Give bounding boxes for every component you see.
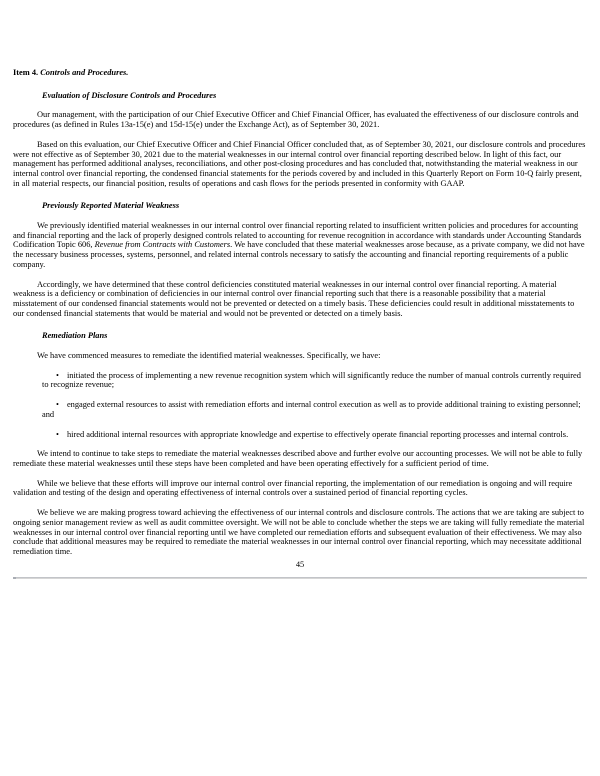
bullet-text: engaged external resources to assist with remediation efforts and internal control execution as well as to provide additional training to existing personnel; and xyxy=(42,400,581,419)
paragraph-evaluation: Our management, with the participation of our Chief Executive Officer and Chief Financial Officer, has evaluated the effectiveness of our disclosure controls and procedures (as defined in Rules 13a-15(e) and 15d-15(e) under the Exchange Act), as of September 30, 2021. xyxy=(13,110,579,130)
paragraph-remediation-intro: We have commenced measures to remediate the identified material weaknesses. Specifically, we have: xyxy=(37,351,381,361)
footer-divider xyxy=(13,577,587,579)
bullet-icon: • xyxy=(56,370,59,380)
section-heading-previously-reported: Previously Reported Material Weakness xyxy=(42,201,180,211)
item-heading-prefix: Item 4. xyxy=(13,68,41,77)
paragraph-intend: We intend to continue to take steps to remediate the material weaknesses described above and further evolve our accounting processes. We will not be able to fully remediate these material weaknesses until these steps have been completed and have been operating effectively for a sufficient period of time. xyxy=(13,449,583,468)
bullet-item-revenue-system xyxy=(42,371,587,390)
bullet-text: hired additional internal resources with appropriate knowledge and expertise to effectively operate financial reporting processes and internal controls. xyxy=(66,429,569,439)
paragraph-previous-weakness xyxy=(13,221,587,270)
citation-revenue-topic-606: Revenue from Contracts with Customers xyxy=(94,240,231,250)
paragraph-accordingly: Accordingly, we have determined that these control deficiencies constituted material weaknesses in our internal control over financial reporting. A material weakness is a deficiency or combination of deficiencies in our internal control over financial reporting such that there is a reasonable possibility that a material misstatement of our condensed financial statements would not be prevented or detected on a timely basis. These deficiencies could result in additional misstatements to our condensed financial statements that would be material and would not be prevented or detected on a timely basis. xyxy=(13,279,575,318)
bullet-item-external-resources xyxy=(42,400,587,419)
section-heading-evaluation: Evaluation of Disclosure Controls and Procedures xyxy=(42,90,217,100)
bullet-icon: • xyxy=(56,400,59,410)
item-heading-title: Controls and Procedures. xyxy=(40,68,129,77)
bullet-text: initiated the process of implementing a new revenue recognition system which will significantly reduce the number of manual controls currently required to recognize revenue; xyxy=(42,370,581,390)
bullet-item-internal-hires xyxy=(42,430,587,440)
paragraph-previous-part2: . We have concluded that these material weaknesses arose because, as a private company, we did not have the necessary business processes, systems, personnel, and related internal controls necessary to satisfy the accounting and financial reporting requirements of a public company. xyxy=(13,240,585,269)
section-heading-remediation: Remediation Plans xyxy=(42,331,108,341)
page-number: 45 xyxy=(295,560,305,569)
paragraph-progress: We believe we are making progress toward achieving the effectiveness of our internal controls and disclosure controls. The actions that we are taking are subject to ongoing senior management review as well as audit committee oversight. We will not be able to conclude whether the steps we are taking will fully remediate the material weaknesses in our internal control over financial reporting until we have completed our remediation efforts and subsequent evaluation of their effectiveness. We may also conclude that additional measures may be required to remediate the material weaknesses in our internal control over financial reporting, which may necessitate additional remediation time. xyxy=(13,508,585,556)
paragraph-conclusion: Based on this evaluation, our Chief Executive Officer and Chief Financial Officer concluded that, as of September 30, 2021, our disclosure controls and procedures were not effective as of September 30, 2021 due to the material weaknesses in our internal control over financial reporting described below. In light of this fact, our management has performed additional analyses, reconciliations, and other post-closing procedures and has concluded that, notwithstanding the material weakness in our internal control over financial reporting, the condensed financial statements for the periods covered by and included in this Quarterly Report on Form 10-Q fairly present, in all material respects, our financial position, results of operations and cash flows for the periods presented in conformity with GAAP. xyxy=(13,139,586,188)
bullet-icon: • xyxy=(56,429,59,439)
item-heading xyxy=(13,68,587,78)
paragraph-previous-part1: We previously identified material weaknesses in our internal control over financial reporting related to insufficient written policies and procedures for accounting and financial reporting and the lack of properly designed controls related to accounting for revenue recognition in accordance with standards under Accounting Standards Codification Topic 606, xyxy=(13,221,582,250)
paragraph-while-we-believe: While we believe that these efforts will improve our internal control over financial reporting, the implementation of our remediation is ongoing and will require validation and testing of the design and operating effectiveness of internal controls over a sustained period of financial reporting cycles. xyxy=(13,478,573,498)
